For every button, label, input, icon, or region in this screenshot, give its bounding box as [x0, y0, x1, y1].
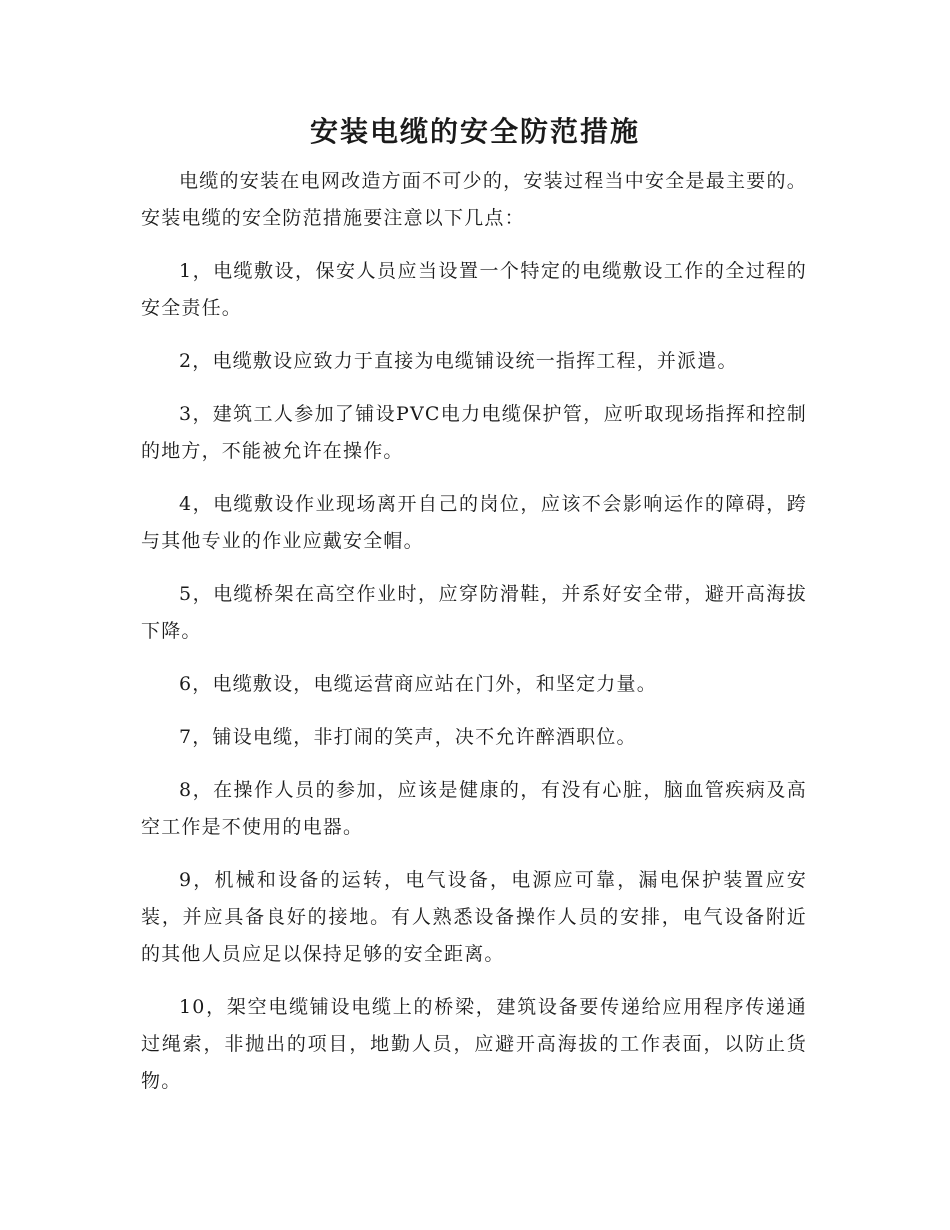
list-item-2: 2，电缆敷设应致力于直接为电缆铺设统一指挥工程，并派遣。: [179, 350, 738, 372]
list-item-7: 7，铺设电缆，非打闹的笑声，决不允许醉酒职位。: [179, 726, 637, 748]
document-body: [141, 163, 807, 1116]
intro-paragraph: 电缆的安装在电网改造方面不可少的，安装过程当中安全是最主要的。安装电缆的安全防范措施要注意以下几点：: [141, 170, 807, 229]
list-item-8: 8，在操作人员的参加，应该是健康的，有没有心脏，脑血管疾病及高空工作是不使用的电器。: [141, 779, 807, 838]
list-item-4: 4，电缆敷设作业现场离开自己的岗位，应该不会影响运作的障碍，跨与其他专业的作业应戴安全帽。: [141, 493, 807, 552]
list-item-6: 6，电缆敷设，电缆运营商应站在门外，和坚定力量。: [179, 673, 657, 695]
list-item-1: 1，电缆敷设，保安人员应当设置一个特定的电缆敷设工作的全过程的安全责任。: [141, 260, 807, 319]
list-item-9: 9，机械和设备的运转，电气设备，电源应可靠，漏电保护装置应安装，并应具备良好的接地。有人熟悉设备操作人员的安排，电气设备附近的其他人员应足以保持足够的安全距离。: [141, 869, 807, 965]
list-item-5: 5，电缆桥架在高空作业时，应穿防滑鞋，并系好安全带，避开高海拔下降。: [141, 583, 807, 642]
document-title: 安装电缆的安全防范措施: [309, 115, 640, 148]
list-item-10: 10，架空电缆铺设电缆上的桥梁，建筑设备要传递给应用程序传递通过绳索，非抛出的项目，地勤人员，应避开高海拔的工作表面，以防止货物。: [141, 996, 807, 1092]
list-item-3: 3，建筑工人参加了铺设PVC电力电缆保护管，应听取现场指挥和控制的地方，不能被允许在操作。: [141, 403, 807, 462]
